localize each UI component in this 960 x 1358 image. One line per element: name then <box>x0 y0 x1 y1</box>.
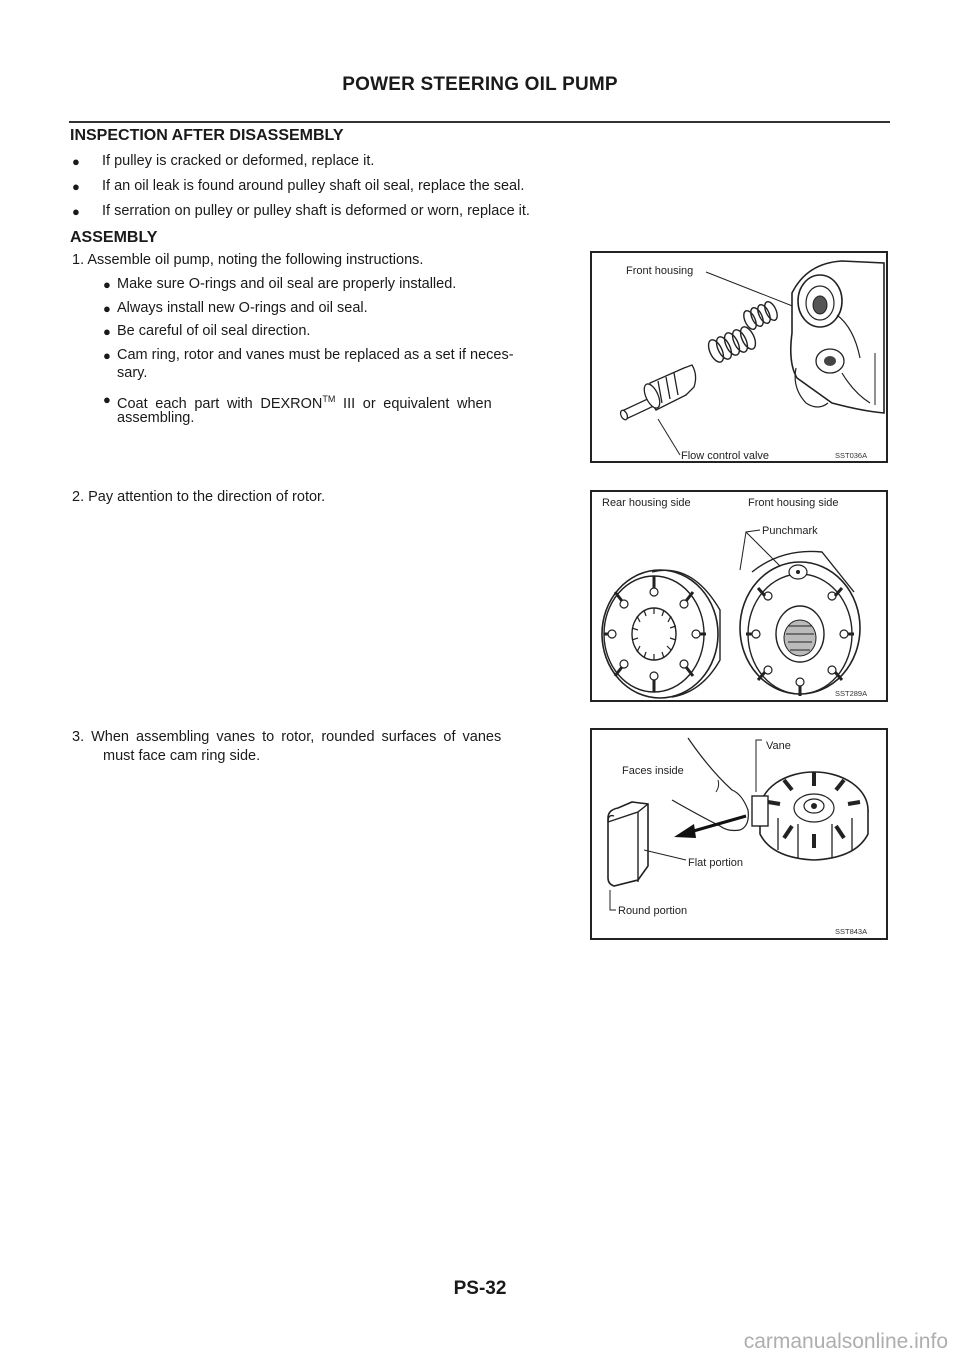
bullet-icon: ● <box>72 179 80 194</box>
label-flow-control-valve: Flow control valve <box>681 450 770 461</box>
bullet-icon: ● <box>103 301 111 316</box>
rotor-front-icon <box>740 551 860 696</box>
bullet-icon: ● <box>72 154 80 169</box>
label-front-housing: Front housing <box>626 265 694 277</box>
label-vane: Vane <box>766 740 791 752</box>
step-2: 2. Pay attention to the direction of rotor. <box>72 489 326 505</box>
arrow-icon <box>674 824 696 838</box>
figure-code: SST843A <box>835 927 868 936</box>
label-faces-inside: Faces inside <box>622 765 684 777</box>
figure-flow-control-valve <box>590 251 888 463</box>
label-flat-portion: Flat portion <box>688 857 744 869</box>
bullet-icon: ● <box>103 348 111 363</box>
bullet-icon: ● <box>103 392 111 407</box>
step1-item-cont: assembling. <box>117 410 195 426</box>
label-front-housing-side: Front housing side <box>748 497 839 509</box>
valve-icon <box>619 365 695 421</box>
vane-orientation-illustration <box>592 730 886 938</box>
figure-code: SST289A <box>835 689 868 698</box>
page-number: PS-32 <box>453 1278 507 1299</box>
figure-rotor-direction <box>590 490 888 702</box>
rotor-icon <box>752 772 868 860</box>
header-rule <box>69 121 890 123</box>
inspection-heading: INSPECTION AFTER DISASSEMBLY <box>70 127 344 144</box>
figure-vane-orientation <box>590 728 888 940</box>
figure-code: SST036A <box>835 451 868 460</box>
rotor-rear-icon <box>602 570 720 698</box>
bullet-icon: ● <box>72 204 80 219</box>
assembly-heading: ASSEMBLY <box>70 229 158 246</box>
bullet-icon: ● <box>103 277 111 292</box>
label-rear-housing-side: Rear housing side <box>602 497 691 509</box>
flow-control-valve-illustration <box>592 253 886 461</box>
rotor-direction-illustration <box>592 492 886 700</box>
spring-icon <box>705 300 779 365</box>
step-3: 3. When assembling vanes to rotor, rounded surfaces of vanes <box>72 729 502 745</box>
vane-detail-icon <box>608 802 648 886</box>
step-3-cont: must face cam ring side. <box>103 748 261 764</box>
page-title: POWER STEERING OIL PUMP <box>342 74 618 95</box>
hand-icon <box>672 738 748 831</box>
label-punchmark: Punchmark <box>762 525 818 537</box>
step-1: 1. Assemble oil pump, noting the following instructions. <box>72 252 424 268</box>
step1-item-cont: sary. <box>117 365 148 381</box>
watermark: carmanualsonline.info <box>743 1330 948 1353</box>
bullet-icon: ● <box>103 324 111 339</box>
label-round-portion: Round portion <box>618 905 688 917</box>
